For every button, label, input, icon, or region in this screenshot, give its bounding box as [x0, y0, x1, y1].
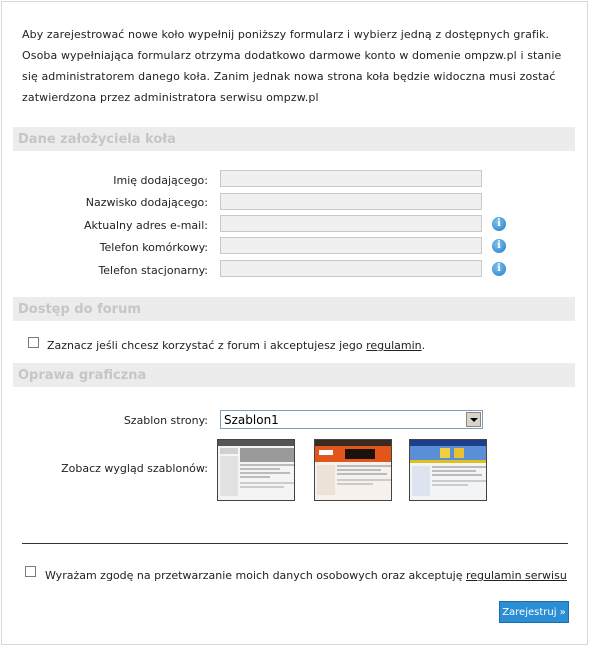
landline-input[interactable]: [220, 260, 482, 277]
section-header-founder: [13, 127, 575, 151]
intro-line: Osoba wypełniająca formularz otrzyma dodatkowo darmowe konto w domenie ompzw.pl i stanie: [22, 49, 562, 62]
template-3-preview-image: [410, 440, 487, 501]
mobile-label: Telefon komórkowy:: [99, 241, 208, 254]
section-title: Dane założyciela koła: [18, 132, 176, 147]
section-header-graphics: [13, 363, 575, 387]
template-thumbnail-2[interactable]: [314, 439, 392, 501]
privacy-consent-label: [45, 569, 567, 582]
email-label: Aktualny adres e-mail:: [84, 219, 208, 232]
forum-rules-link[interactable]: regulamin: [366, 339, 422, 352]
last-name-input[interactable]: [220, 193, 482, 210]
intro-line: zatwierdzona przez administratora serwisu ompzw.pl: [22, 91, 319, 104]
section-header-forum: [13, 297, 575, 321]
mobile-info-icon[interactable]: i: [492, 239, 506, 253]
intro-line: Aby zarejestrować nowe koło wypełnij poniższy formularz i wybierz jedną z dostępnych grafik.: [22, 28, 550, 41]
mobile-input[interactable]: [220, 237, 482, 254]
service-rules-link[interactable]: regulamin serwisu: [466, 569, 567, 582]
divider: [22, 543, 568, 544]
intro-text: [22, 24, 572, 108]
template-select[interactable]: [220, 410, 483, 429]
last-name-label: Nazwisko dodającego:: [85, 196, 208, 209]
chevron-down-icon[interactable]: [466, 412, 481, 427]
email-info-icon[interactable]: i: [492, 217, 506, 231]
privacy-consent-checkbox[interactable]: [25, 566, 36, 577]
template-label: Szablon strony:: [123, 414, 208, 427]
privacy-consent-text: Wyrażam zgodę na przetwarzanie moich danych osobowych oraz akceptuję: [45, 569, 466, 582]
intro-line: się administratorem danego koła. Zanim jednak nowa strona koła będzie widoczna musi zostać: [22, 70, 556, 83]
forum-consent-checkbox[interactable]: [28, 337, 39, 348]
template-thumbnail-3[interactable]: [409, 439, 487, 501]
register-button[interactable]: Zarejestruj »: [499, 601, 569, 623]
first-name-label: Imię dodającego:: [113, 174, 208, 187]
email-input[interactable]: [220, 215, 482, 232]
section-title: Dostęp do forum: [18, 302, 141, 317]
template-thumbnail-1[interactable]: [217, 439, 295, 501]
first-name-input[interactable]: [220, 170, 482, 187]
section-title: Oprawa graficzna: [18, 368, 147, 383]
template-preview-label: Zobacz wygląd szablonów:: [61, 462, 208, 475]
forum-consent-label: [47, 339, 425, 352]
template-1-preview-image: [218, 440, 295, 501]
template-2-preview-image: [315, 440, 392, 501]
landline-info-icon[interactable]: i: [492, 262, 506, 276]
landline-label: Telefon stacjonarny:: [98, 264, 208, 277]
forum-consent-text: Zaznacz jeśli chcesz korzystać z forum i akceptujesz jego: [47, 339, 367, 352]
template-select-value: Szablon1: [224, 413, 279, 427]
forum-consent-suffix: .: [421, 339, 426, 352]
